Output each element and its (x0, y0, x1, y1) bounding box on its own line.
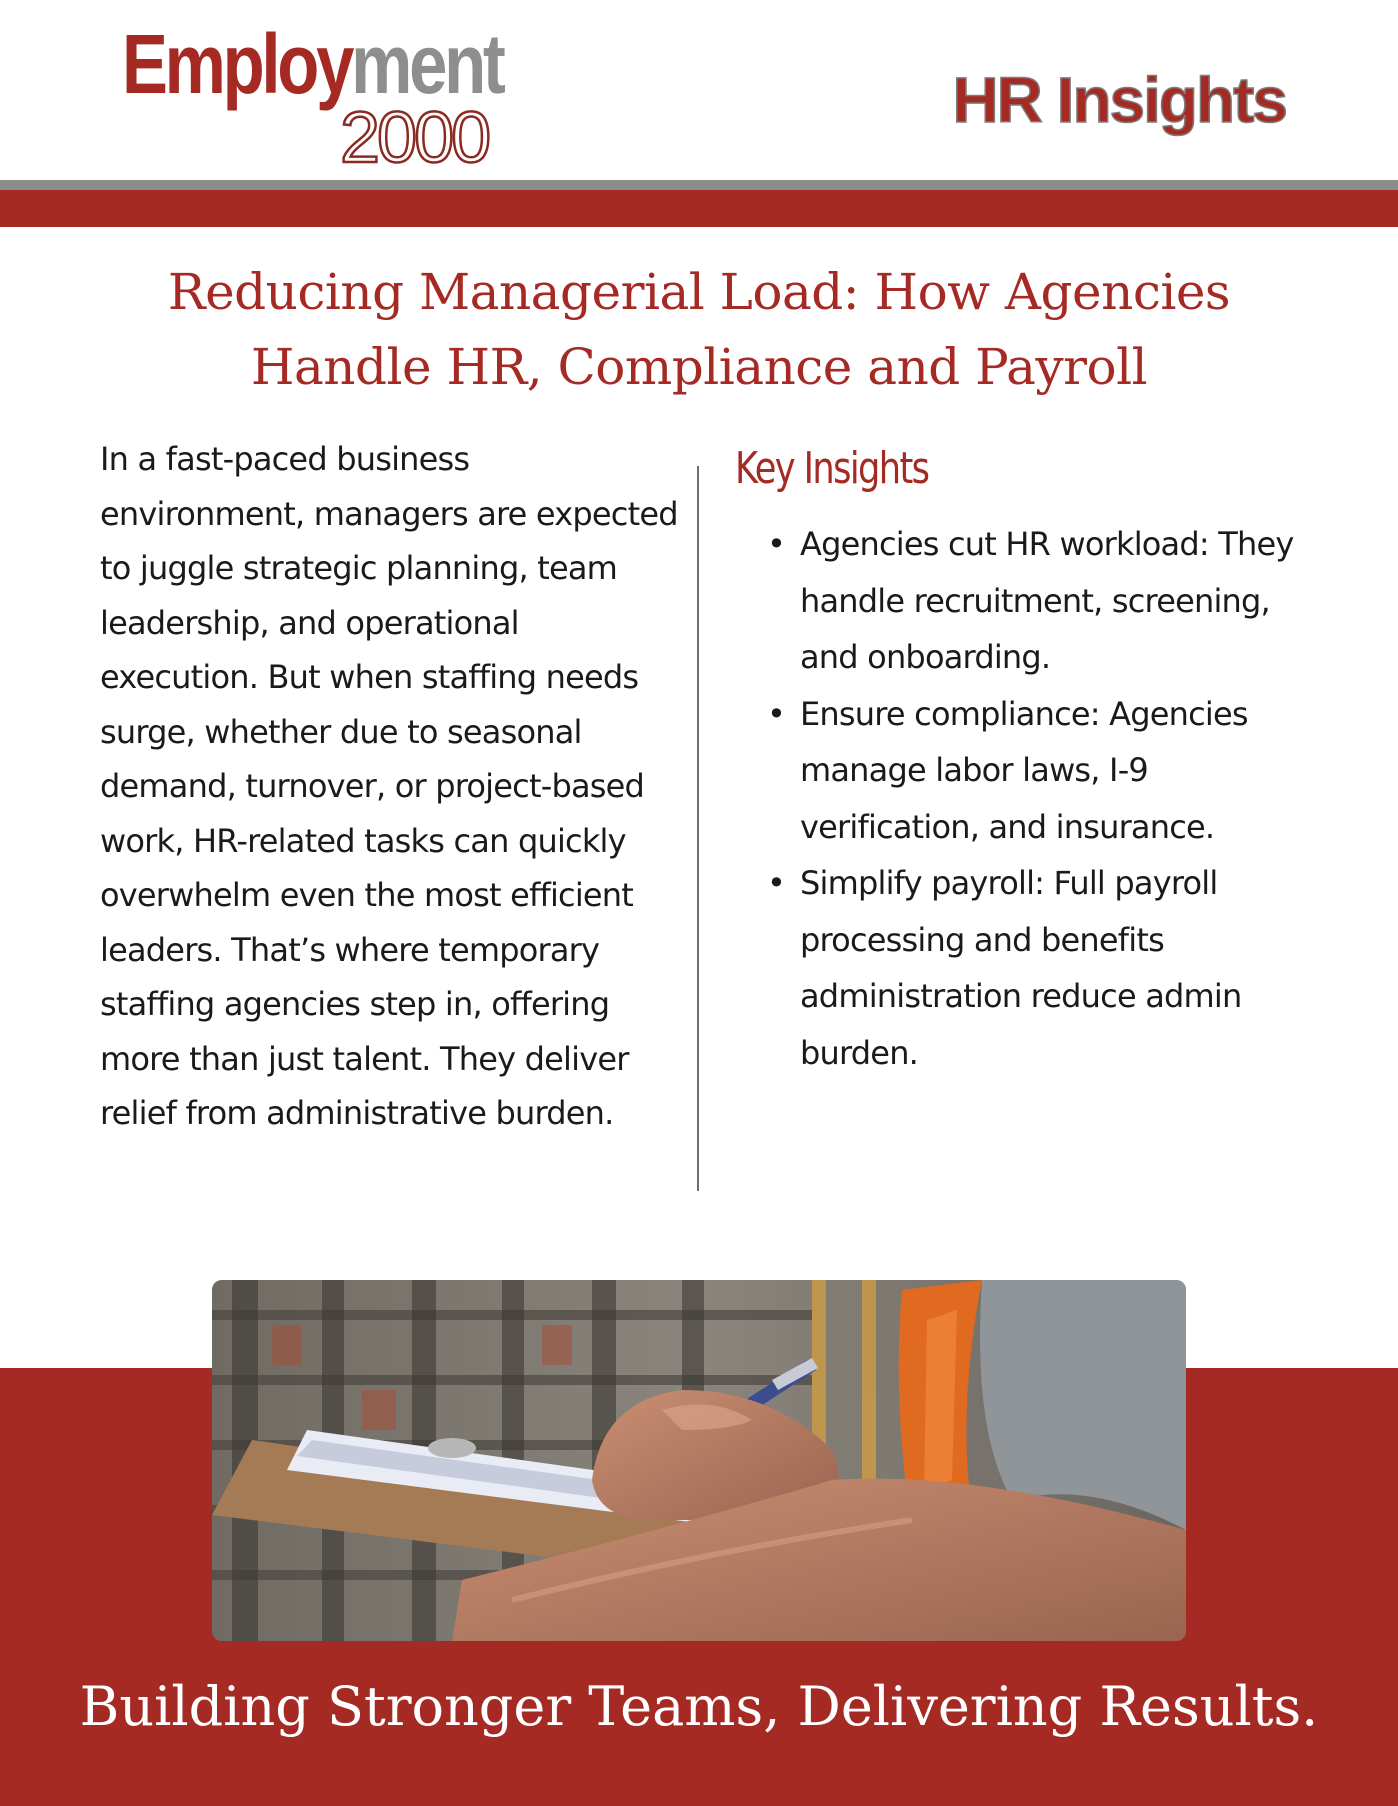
key-insights-list (767, 516, 1300, 1081)
intro-paragraph: In a fast-paced business environment, managers are expected to juggle strategic planning, team leadership, and operational execution. But when staffing needs surge, whether due to seasonal demand, turnover, or project-based work, HR-related tasks can quickly overwhelm even the most efficient leaders. That’s where temporary staffing agencies step in, offering more than just talent. They deliver relief from administrative burden. (100, 440, 678, 1132)
bullet-icon: • (767, 525, 786, 563)
logo-number: 2000 (340, 98, 489, 178)
list-item: • Agencies cut HR workload: They handle recruitment, screening, and onboarding. (800, 516, 1300, 686)
key-insights-heading: Key Insights (735, 443, 929, 494)
header-divider-gray (0, 180, 1398, 190)
list-item: • Simplify payroll: Full payroll processing and benefits administration reduce admin burden. (800, 855, 1300, 1081)
title-line-2: Handle HR, Compliance and Payroll (250, 338, 1148, 396)
column-divider (697, 466, 699, 1191)
logo-wordmark: Employment (122, 17, 503, 111)
list-item: • Ensure compliance: Agencies manage labor laws, I-9 verification, and insurance. (800, 686, 1300, 856)
worker-clipboard-photo (212, 1280, 1186, 1641)
footer-tagline: Building Stronger Teams, Delivering Results. (79, 1675, 1319, 1738)
photo-illustration (212, 1280, 1186, 1641)
employment-2000-logo (122, 17, 542, 178)
header-divider-red (0, 190, 1398, 227)
section-label: HR Insights (952, 64, 1286, 136)
bullet-icon: • (767, 694, 786, 733)
article-title (0, 255, 1398, 405)
bullet-icon: • (767, 864, 786, 902)
title-line-1: Reducing Managerial Load: How Agencies (167, 263, 1231, 321)
